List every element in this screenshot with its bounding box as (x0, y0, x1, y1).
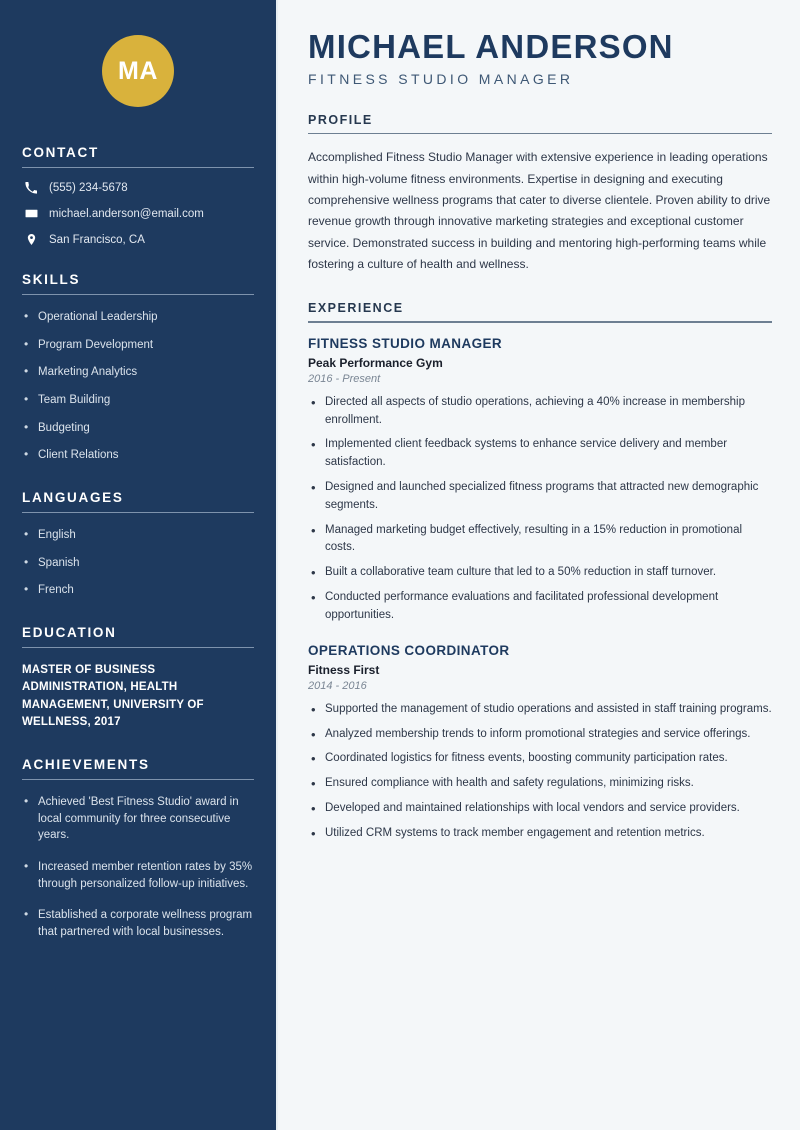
contact-heading: CONTACT (22, 145, 99, 160)
list-item: • Coordinated logistics for fitness events, boosting community participation rates. (308, 750, 772, 768)
languages-divider (22, 512, 254, 513)
list-item: • Team Building (22, 392, 254, 409)
list-item: • Designed and launched specialized fitness programs that attracted new demographic segments. (308, 479, 772, 515)
list-item: • Program Development (22, 337, 254, 354)
achievements-list (22, 794, 254, 941)
contact-location-value: San Francisco, CA (49, 233, 145, 246)
list-item: • Client Relations (22, 447, 254, 464)
contact-item-email[interactable] (22, 207, 254, 220)
experience-title: OPERATIONS COORDINATOR (308, 642, 510, 658)
achievements-section (22, 757, 254, 941)
list-item: • Conducted performance evaluations and facilitated professional development opportunities. (308, 589, 772, 625)
main-content (278, 0, 800, 1130)
experience-entry (308, 643, 772, 843)
skills-list (22, 309, 254, 464)
contact-section (22, 145, 254, 246)
education-entry: MASTER OF BUSINESS ADMINISTRATION, HEALTH MANAGEMENT, UNIVERSITY OF WELLNESS, 2017 (22, 664, 204, 728)
experience-section (308, 301, 772, 842)
achievements-divider (22, 779, 254, 780)
list-item: • Utilized CRM systems to track member engagement and retention metrics. (308, 825, 772, 843)
list-item: • Implemented client feedback systems to enhance service delivery and member satisfaction. (308, 436, 772, 472)
profile-heading: PROFILE (308, 112, 373, 127)
contact-item-phone[interactable] (22, 182, 254, 194)
list-item: • Operational Leadership (22, 309, 254, 326)
education-heading: EDUCATION (22, 625, 117, 641)
profile-section (308, 113, 772, 276)
list-item: • Achieved 'Best Fitness Studio' award in local community for three consecutive years. (22, 794, 254, 844)
contact-divider (22, 167, 254, 168)
skills-heading: SKILLS (22, 272, 81, 287)
experience-divider (308, 321, 772, 323)
contact-item-location[interactable] (22, 233, 254, 246)
experience-bullets (308, 701, 772, 843)
avatar-container (22, 0, 254, 145)
experience-company: Peak Performance Gym (308, 355, 443, 370)
experience-entry (308, 336, 772, 625)
list-item: • Established a corporate wellness program that partnered with local businesses. (22, 907, 254, 940)
skills-section (22, 272, 254, 464)
avatar: MA (102, 35, 174, 107)
achievements-heading: ACHIEVEMENTS (22, 757, 150, 773)
page-title: MICHAEL ANDERSON (308, 28, 674, 65)
list-item: • Directed all aspects of studio operations, achieving a 40% increase in membership enrollment. (308, 394, 772, 430)
education-section (22, 625, 254, 731)
list-item: • French (22, 582, 254, 599)
list-item: • Spanish (22, 555, 254, 572)
contact-email-value: michael.anderson@email.com (49, 207, 204, 220)
experience-company: Fitness First (308, 662, 380, 677)
profile-divider (308, 133, 772, 135)
contact-phone-value: (555) 234-5678 (49, 182, 128, 194)
list-item: • Increased member retention rates by 35% through personalized follow-up initiatives. (22, 859, 254, 892)
envelope-icon (22, 207, 40, 220)
languages-section (22, 490, 254, 599)
experience-title: FITNESS STUDIO MANAGER (308, 335, 503, 351)
job-subtitle: FITNESS STUDIO MANAGER (308, 70, 574, 87)
experience-dates: 2014 - 2016 (308, 679, 367, 692)
list-item: • Ensured compliance with health and safety regulations, minimizing risks. (308, 775, 772, 793)
languages-list (22, 527, 254, 599)
experience-bullets (308, 394, 772, 625)
list-item: • Marketing Analytics (22, 364, 254, 381)
experience-dates: 2016 - Present (308, 372, 381, 385)
list-item: • Supported the management of studio operations and assisted in staff training programs. (308, 701, 772, 719)
sidebar (0, 0, 278, 1130)
list-item: • Managed marketing budget effectively, resulting in a 15% reduction in promotional costs. (308, 522, 772, 558)
education-divider (22, 647, 254, 648)
list-item: • Budgeting (22, 420, 254, 437)
profile-text: Accomplished Fitness Studio Manager with extensive experience in leading operations within high-volume fitness environments. Expertise in designing and executing comprehensive wellness programs that cater to diverse clientele. Proven ability to drive revenue growth through innovative marketing strategies and exceptional customer service. Demonstrated success in building and mentoring high-performing teams while fostering a culture of health and wellness. (308, 150, 771, 271)
languages-heading: LANGUAGES (22, 490, 124, 506)
experience-heading: EXPERIENCE (308, 301, 404, 316)
list-item: • Developed and maintained relationships with local vendors and service providers. (308, 800, 772, 818)
map-pin-icon (22, 233, 40, 246)
list-item: • English (22, 527, 254, 544)
list-item: • Analyzed membership trends to inform promotional strategies and service offerings. (308, 726, 772, 744)
phone-icon (22, 182, 40, 194)
skills-divider (22, 294, 254, 295)
list-item: • Built a collaborative team culture that led to a 50% reduction in staff turnover. (308, 564, 772, 582)
